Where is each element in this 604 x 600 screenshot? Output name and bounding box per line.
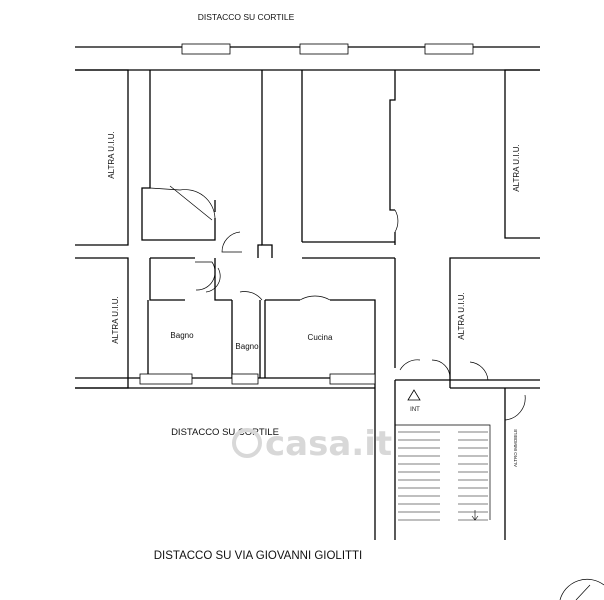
north-arrow-icon: [560, 579, 604, 600]
entrance-marker-icon: [408, 390, 420, 400]
street-label: DISTACCO SU VIA GIOVANNI GIOLITTI: [153, 550, 363, 562]
entrance-label: INT: [410, 407, 420, 413]
staircase: [398, 432, 488, 520]
room-label-bagno-2: Bagno: [235, 342, 259, 351]
altra-uiu-left-top: ALTRA U.I.U.: [107, 131, 116, 179]
doors: [150, 186, 525, 420]
altra-uiu-left-bottom: ALTRA U.I.U.: [111, 296, 120, 344]
altra-uiu-right-bottom: ALTRA U.I.U.: [457, 292, 466, 340]
room-label-cucina: Cucina: [307, 333, 333, 342]
walls: [75, 47, 540, 540]
altro-immobile-label: ALTRO IMMOBILE: [513, 429, 518, 467]
watermark-text: casa.it: [265, 424, 393, 464]
room-label-bagno-1: Bagno: [170, 331, 194, 340]
altra-uiu-right-top: ALTRA U.I.U.: [512, 144, 521, 192]
stair-arrow-icon: [472, 510, 478, 520]
top-courtyard-label: DISTACCO SU CORTILE: [197, 12, 295, 22]
middle-courtyard-label: DISTACCO SU CORTILE: [171, 427, 279, 438]
